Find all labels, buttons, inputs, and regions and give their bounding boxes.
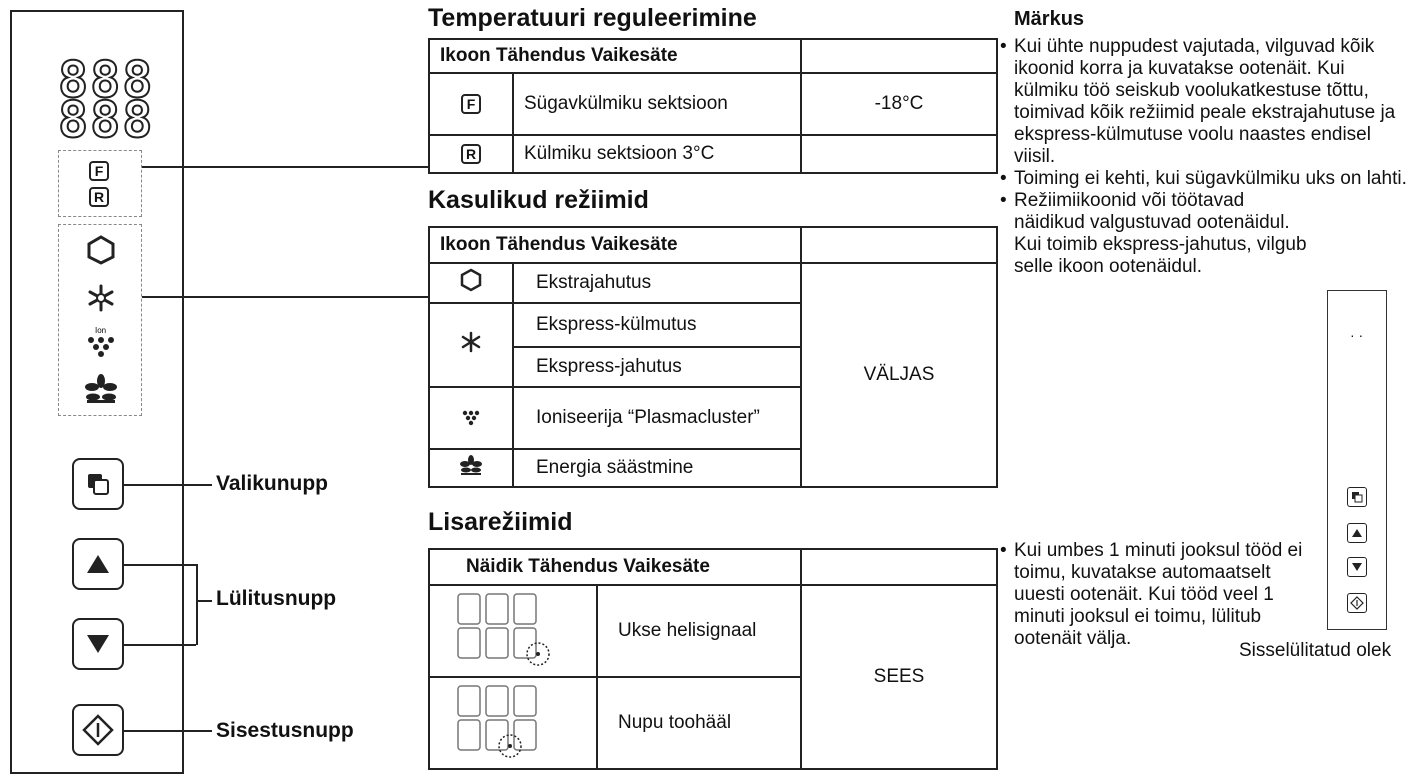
fridge-zone-icon: R xyxy=(89,187,109,207)
hexagon-icon xyxy=(460,268,482,292)
snowflake-icon xyxy=(86,283,116,313)
button-sound-display-icon xyxy=(440,680,550,760)
triangle-up-icon xyxy=(85,553,111,575)
standby-caption: Sisselülitatud olek xyxy=(1239,640,1392,661)
seven-segment-display: 888 888 xyxy=(58,51,155,149)
modes-table xyxy=(428,226,998,488)
connector-bracket xyxy=(196,564,198,645)
zone-icon-group xyxy=(58,150,142,217)
hexagon-icon xyxy=(87,235,115,265)
table-header-row xyxy=(429,227,997,263)
door-alarm-display-icon xyxy=(440,588,550,668)
enter-icon xyxy=(1350,596,1364,610)
select-button[interactable] xyxy=(72,458,124,510)
temp-title: Temperatuuri reguleerimine xyxy=(428,4,757,32)
note-item: • Kui ühte nuppudest vajutada, vilguvad kõik ikoonid korra ja kuvatakse ootenäit. Kui külmiku töö seiskub voolukatkestuse tõttu, toimivad kõik režiimid peale ekstrajahutuse ja ekspress-külmutuse voolu naastes endisel viisil. xyxy=(1000,36,1396,167)
ion-icon xyxy=(85,325,117,359)
triangle-down-icon xyxy=(85,633,111,655)
freezer-zone-icon: F xyxy=(89,161,109,181)
fridge-zone-icon: R xyxy=(461,144,481,164)
table-cell: Ioniseerija “Plasmacluster” xyxy=(513,387,801,449)
table-row xyxy=(429,263,997,303)
leaf-icon xyxy=(459,454,483,476)
table-header-row xyxy=(429,39,997,73)
note-item-4: • Kui umbes 1 minuti jooksul tööd ei toimu, kuvatakse automaatselt uuesti ootenäit. Kui tööd veel 1 minuti jooksul ei toimu, lülitub ootenäit välja. xyxy=(1000,540,1303,649)
mode-icon-group xyxy=(58,224,142,416)
table-cell xyxy=(801,135,997,173)
note-list xyxy=(1000,36,1412,278)
snowflake-icon xyxy=(460,331,482,353)
connector-line-switch xyxy=(196,600,212,602)
svg-text:Ion: Ion xyxy=(95,326,107,335)
table-header: Ikoon Tähendus Vaikesäte xyxy=(429,227,801,263)
extra-title: Lisarežiimid xyxy=(428,508,573,536)
table-row xyxy=(429,73,997,135)
triangle-down-icon xyxy=(1351,562,1363,572)
table-cell: Sügavkülmiku sektsioon xyxy=(513,73,801,135)
select-button-label: Valikunupp xyxy=(216,472,329,495)
table-cell: Ekspress-jahutus xyxy=(513,347,801,387)
select-button-small xyxy=(1347,487,1367,507)
table-row xyxy=(429,135,997,173)
table-cell: Külmiku sektsioon 3°C xyxy=(513,135,801,173)
copy-icon xyxy=(85,471,111,497)
extra-table xyxy=(428,548,998,770)
table-cell: Ekstrajahutus xyxy=(513,263,801,303)
table-cell: Ekspress-külmutus xyxy=(513,303,801,347)
table-header-row xyxy=(429,549,997,585)
connector-line-enter xyxy=(124,730,212,732)
table-header: Ikoon Tähendus Vaikesäte xyxy=(429,39,801,73)
note-item: • Režiimiikoonid või töötavad näidikud valgustuvad ootenäidul. Kui toimib ekspress-jahutus, vilgub selle ikoon ootenäidul. xyxy=(1000,190,1307,277)
temp-table xyxy=(428,38,998,174)
table-cell: Ukse helisignaal xyxy=(597,585,801,677)
table-row xyxy=(429,585,997,677)
triangle-up-icon xyxy=(1351,528,1363,538)
table-cell: Energia säästmine xyxy=(513,449,801,487)
table-cell: Nupu toohääl xyxy=(597,677,801,769)
enter-button-small xyxy=(1347,593,1367,613)
enter-button-label: Sisestusnupp xyxy=(216,719,354,742)
modes-default-cell: VÄLJAS xyxy=(801,263,997,487)
up-button[interactable] xyxy=(72,538,124,590)
copy-icon xyxy=(1351,491,1363,503)
connector-line-select xyxy=(124,484,212,486)
enter-button[interactable] xyxy=(72,704,124,756)
ion-icon xyxy=(460,403,482,427)
connector-line-temp xyxy=(142,166,428,168)
connector-line-up xyxy=(124,564,196,566)
connector-line-down xyxy=(124,644,196,646)
note-item: • Toiming ei kehti, kui sügavkülmiku uks on lahti. xyxy=(1000,168,1407,189)
standby-panel xyxy=(1327,290,1387,630)
standby-dots: · · xyxy=(1350,327,1364,343)
connector-line-modes xyxy=(142,296,428,298)
table-header: Näidik Tähendus Vaikesäte xyxy=(429,549,801,585)
up-button-small xyxy=(1347,523,1367,543)
extra-default-cell: SEES xyxy=(801,585,997,769)
switch-button-label: Lülitusnupp xyxy=(216,587,337,610)
note-title: Märkus xyxy=(1014,8,1085,30)
modes-title: Kasulikud režiimid xyxy=(428,186,649,214)
down-button[interactable] xyxy=(72,618,124,670)
enter-icon xyxy=(82,714,114,746)
freezer-zone-icon: F xyxy=(461,94,481,114)
down-button-small xyxy=(1347,557,1367,577)
leaf-icon xyxy=(84,373,118,405)
table-cell: -18°C xyxy=(801,73,997,135)
